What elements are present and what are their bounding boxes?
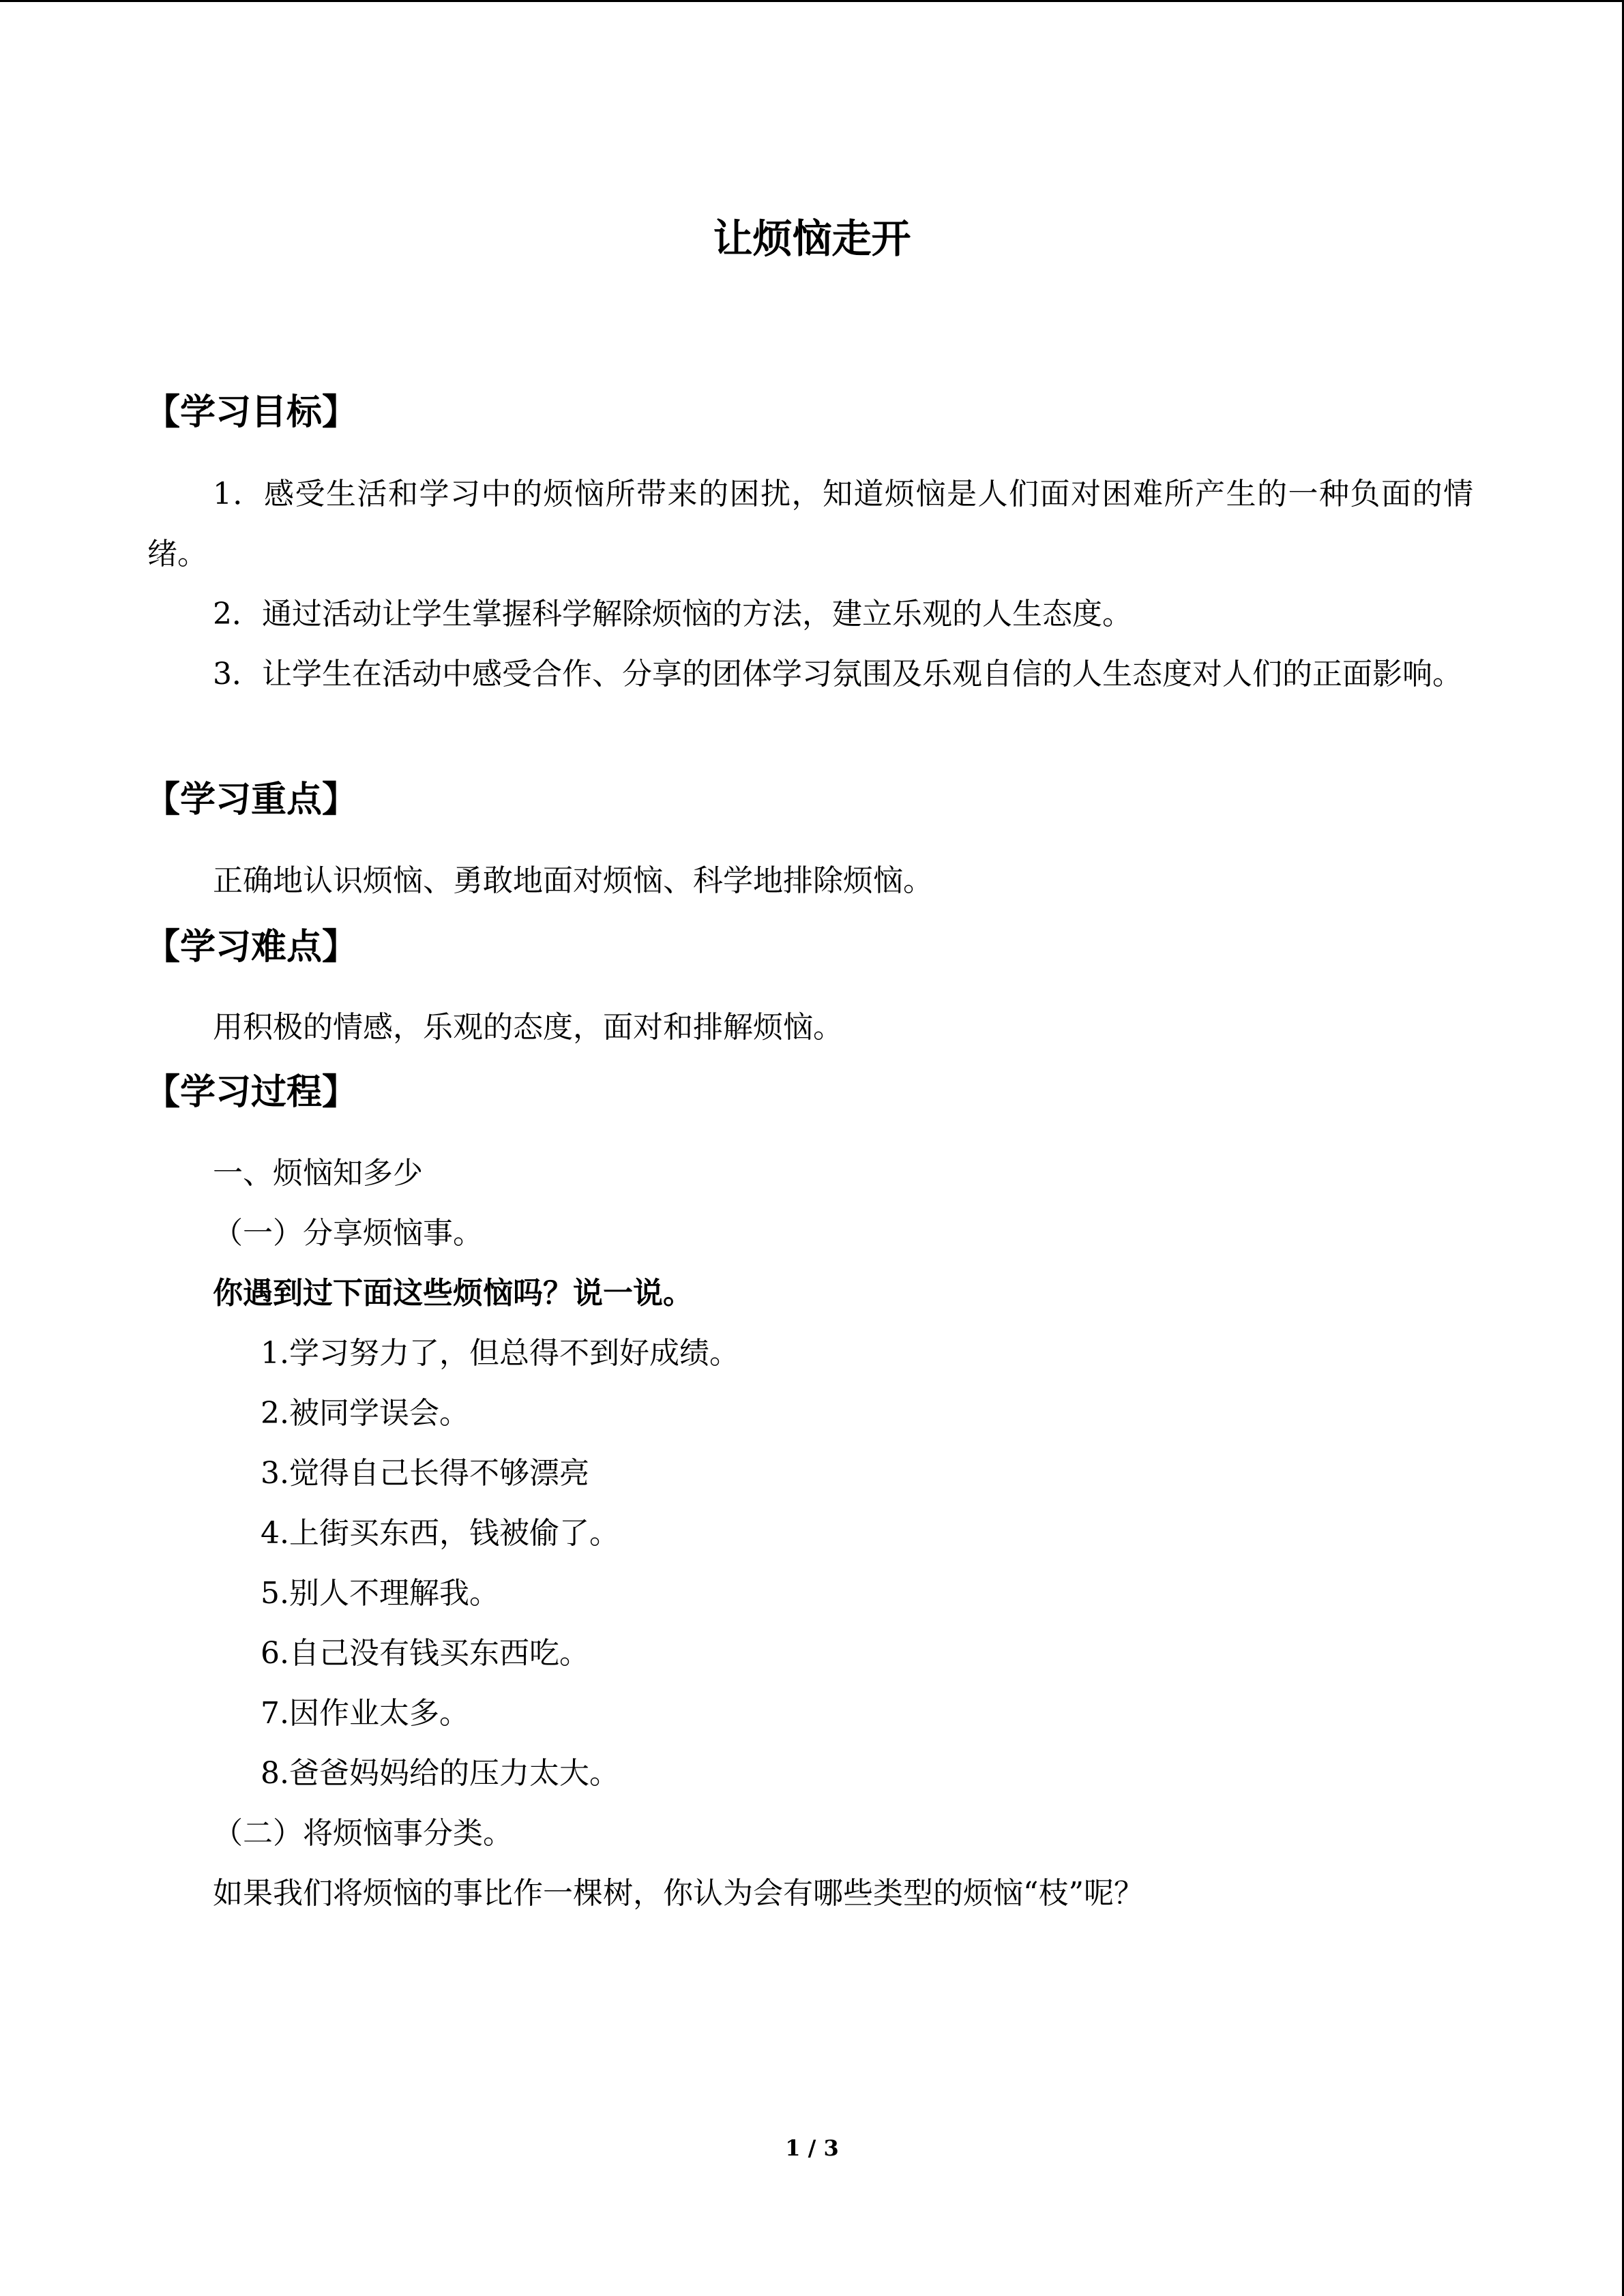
worry-item-8: 8.爸爸妈妈给的压力太大。 — [261, 1756, 619, 1791]
key-points-heading: 【学习重点】 — [145, 779, 358, 820]
difficulties-text: 用积极的情感，乐观的态度，面对和排解烦恼。 — [213, 1010, 843, 1045]
worry-item-4: 4.上街买东西，钱被偷了。 — [261, 1516, 619, 1551]
objective-item-2: 2．通过活动让学生掌握科学解除烦恼的方法，建立乐观的人生态度。 — [213, 597, 1132, 631]
process-heading: 【学习过程】 — [145, 1072, 358, 1113]
worry-item-2: 2.被同学误会。 — [261, 1396, 469, 1431]
difficulties-heading: 【学习难点】 — [145, 927, 358, 968]
worry-item-5: 5.别人不理解我。 — [261, 1576, 499, 1611]
worry-item-6: 6.自己没有钱买东西吃。 — [261, 1636, 589, 1671]
key-points-text: 正确地认识烦恼、勇敢地面对烦恼、科学地排除烦恼。 — [213, 863, 933, 898]
process-sub1-title: （一）分享烦恼事。 — [213, 1216, 483, 1251]
page-number: 1 / 3 — [785, 2135, 839, 2161]
document-title: 让烦恼走开 — [713, 215, 911, 262]
process-sub2-text: 如果我们将烦恼的事比作一棵树，你认为会有哪些类型的烦恼“枝”呢？ — [213, 1876, 1144, 1911]
objective-item-1: 1．感受生活和学习中的烦恼所带来的困扰，知道烦恼是人们面对困难所产生的一种负面的情绪。 — [147, 477, 1473, 571]
process-part1-title: 一、烦恼知多少 — [213, 1156, 423, 1191]
worry-item-1: 1.学习努力了，但总得不到好成绩。 — [261, 1336, 739, 1371]
process-sub2-title: （二）将烦恼事分类。 — [213, 1816, 513, 1851]
worry-item-3: 3.觉得自己长得不够漂亮 — [261, 1456, 589, 1491]
worry-item-7: 7.因作业太多。 — [261, 1696, 469, 1731]
page-border-top — [0, 0, 1624, 2]
objectives-heading: 【学习目标】 — [145, 392, 358, 433]
objective-item-3: 3．让学生在活动中感受合作、分享的团体学习氛围及乐观自信的人生态度对人们的正面影响。 — [213, 657, 1462, 691]
process-question: 你遇到过下面这些烦恼吗？说一说。 — [213, 1276, 693, 1311]
